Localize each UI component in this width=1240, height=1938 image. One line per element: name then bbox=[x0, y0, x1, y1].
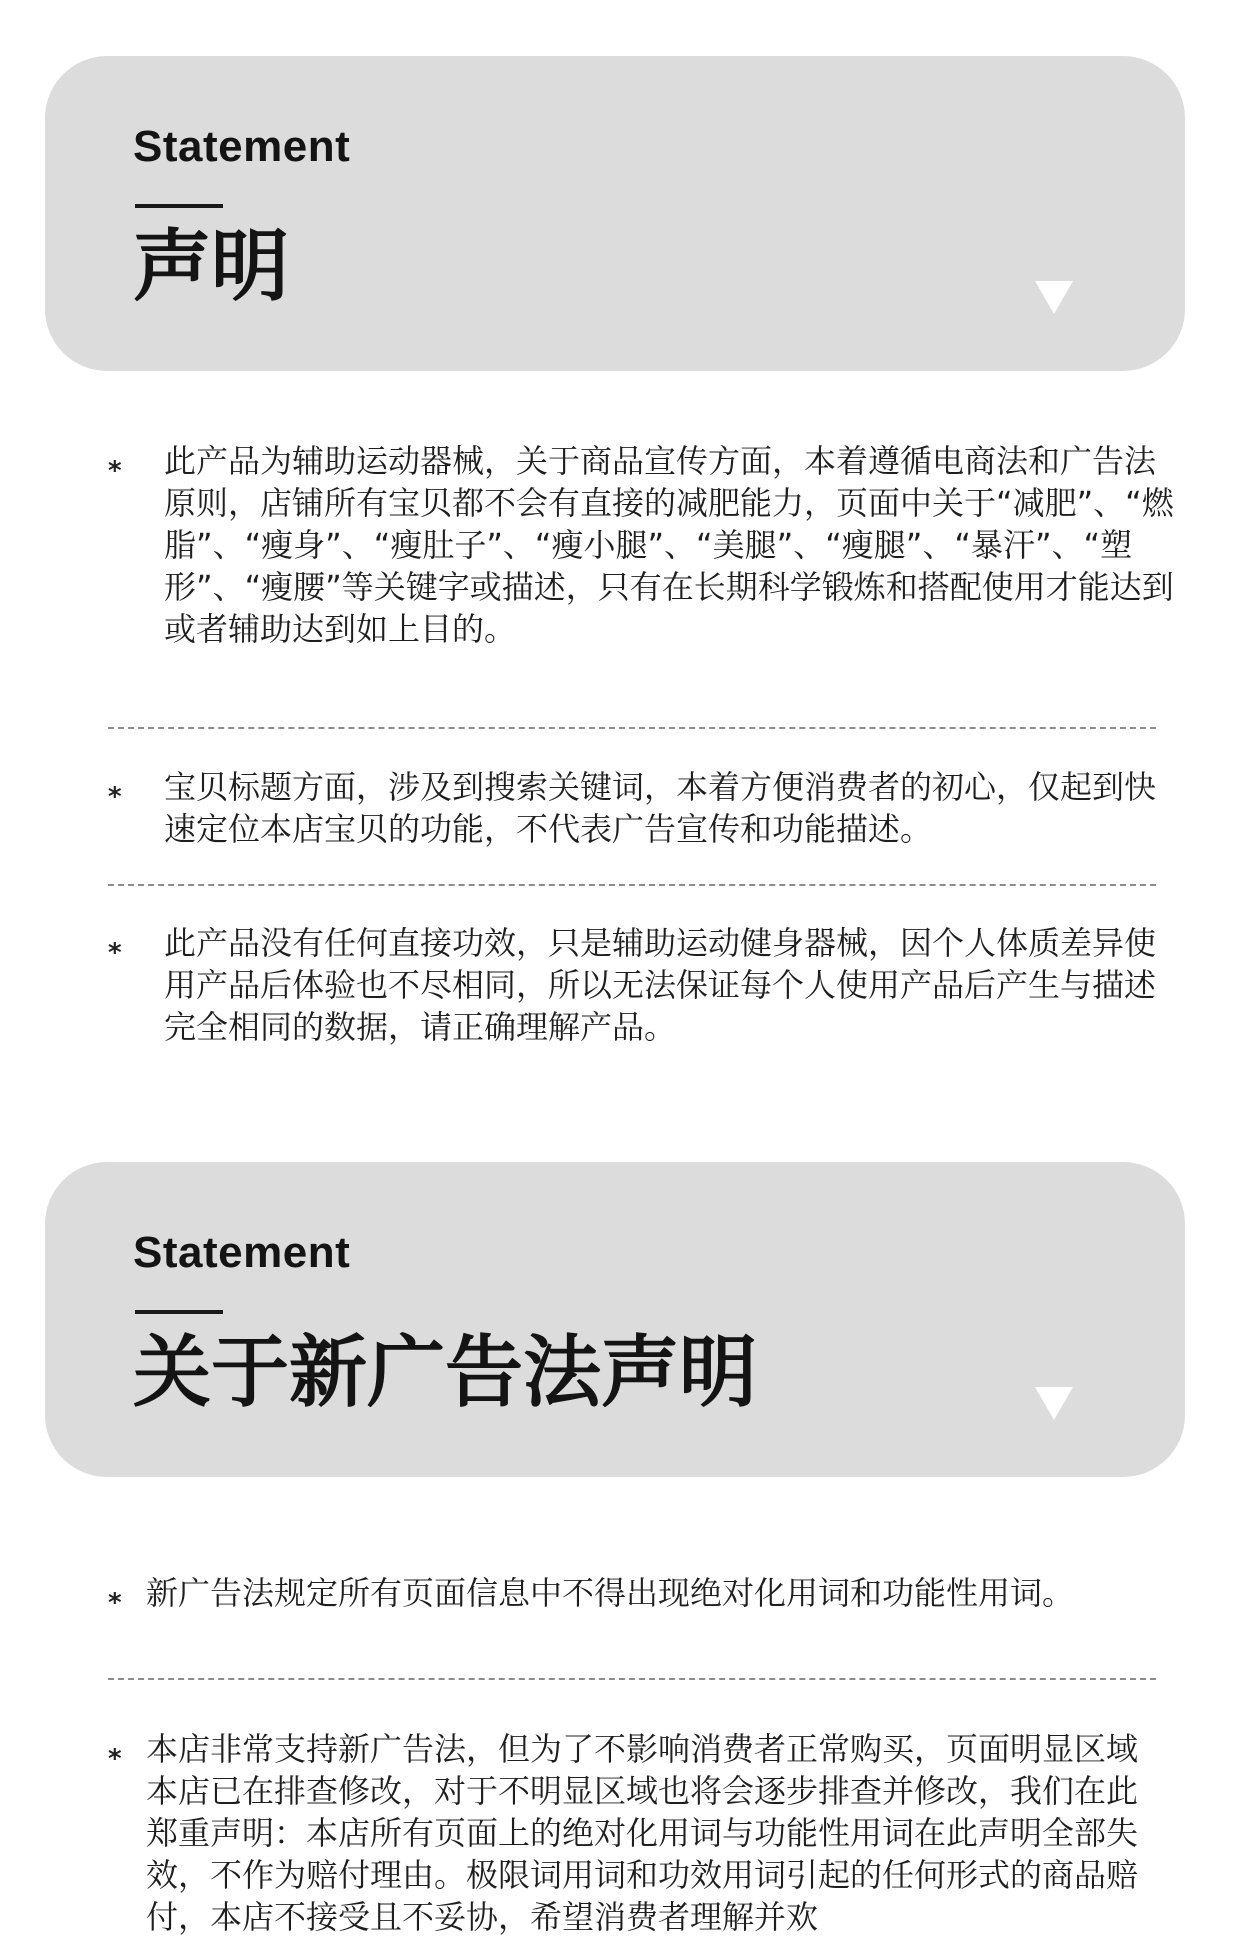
bullet-star: * bbox=[108, 456, 122, 486]
triangle-down-icon[interactable] bbox=[1035, 1387, 1073, 1420]
statement-item bbox=[108, 922, 1188, 1052]
statement-header-card[interactable] bbox=[45, 56, 1185, 371]
ad-law-statement-header-card[interactable] bbox=[45, 1162, 1185, 1477]
statement-item-text: 宝贝标题方面，涉及到搜索关键词，本着方便消费者的初心，仅起到快速定位本店宝贝的功能，不代表广告宣传和功能描述。 bbox=[164, 768, 1157, 848]
dashed-divider bbox=[108, 1678, 1156, 1680]
section-title: 关于新广告法声明 bbox=[133, 1328, 758, 1418]
dashed-divider bbox=[108, 884, 1156, 886]
statement-item-text: 此产品为辅助运动器械，关于商品宣传方面，本着遵循电商法和广告法原则，店铺所有宝贝都不会有直接的减肥能力，页面中关于“减肥”、“燃脂”、“瘦身”、“瘦肚子”、“瘦小腿”、“美腿”、“瘦腿”、“暴汗”、“塑形”、“瘦腰”等关键字或描述，只有在长期科学锻炼和搭配使用才能达到或者辅助达到如上目的。 bbox=[164, 442, 1174, 648]
title-underline bbox=[135, 1310, 223, 1314]
bullet-star: * bbox=[108, 938, 122, 968]
statement-item bbox=[108, 766, 1188, 856]
bullet-star: * bbox=[108, 1588, 122, 1618]
statement-item-text: 新广告法规定所有页面信息中不得出现绝对化用词和功能性用词。 bbox=[146, 1574, 1075, 1612]
section-title: 声明 bbox=[133, 222, 290, 312]
statement-item-text: 本店非常支持新广告法，但为了不影响消费者正常购买，页面明显区域本店已在排查修改，对于不明显区域也将会逐步排查并修改，我们在此郑重声明：本店所有页面上的绝对化用词与功能性用词在此声明全部失效，不作为赔付理由。极限词用词和功效用词引起的任何形式的商品赔付，本店不接受且不妥协，希望消费者理解并欢 bbox=[146, 1730, 1139, 1936]
section-label-en: Statement bbox=[133, 1228, 351, 1277]
statement-item bbox=[108, 1728, 1188, 1938]
triangle-down-icon[interactable] bbox=[1035, 281, 1073, 314]
section-label-en: Statement bbox=[133, 122, 351, 171]
bullet-star: * bbox=[108, 1744, 122, 1774]
statement-item bbox=[108, 1572, 1188, 1620]
title-underline bbox=[135, 204, 223, 208]
bullet-star: * bbox=[108, 782, 122, 812]
statement-item-text: 此产品没有任何直接功效，只是辅助运动健身器械，因个人体质差异使用产品后体验也不尽相同，所以无法保证每个人使用产品后产生与描述完全相同的数据，请正确理解产品。 bbox=[164, 924, 1157, 1046]
statement-item bbox=[108, 440, 1188, 690]
dashed-divider bbox=[108, 727, 1156, 729]
